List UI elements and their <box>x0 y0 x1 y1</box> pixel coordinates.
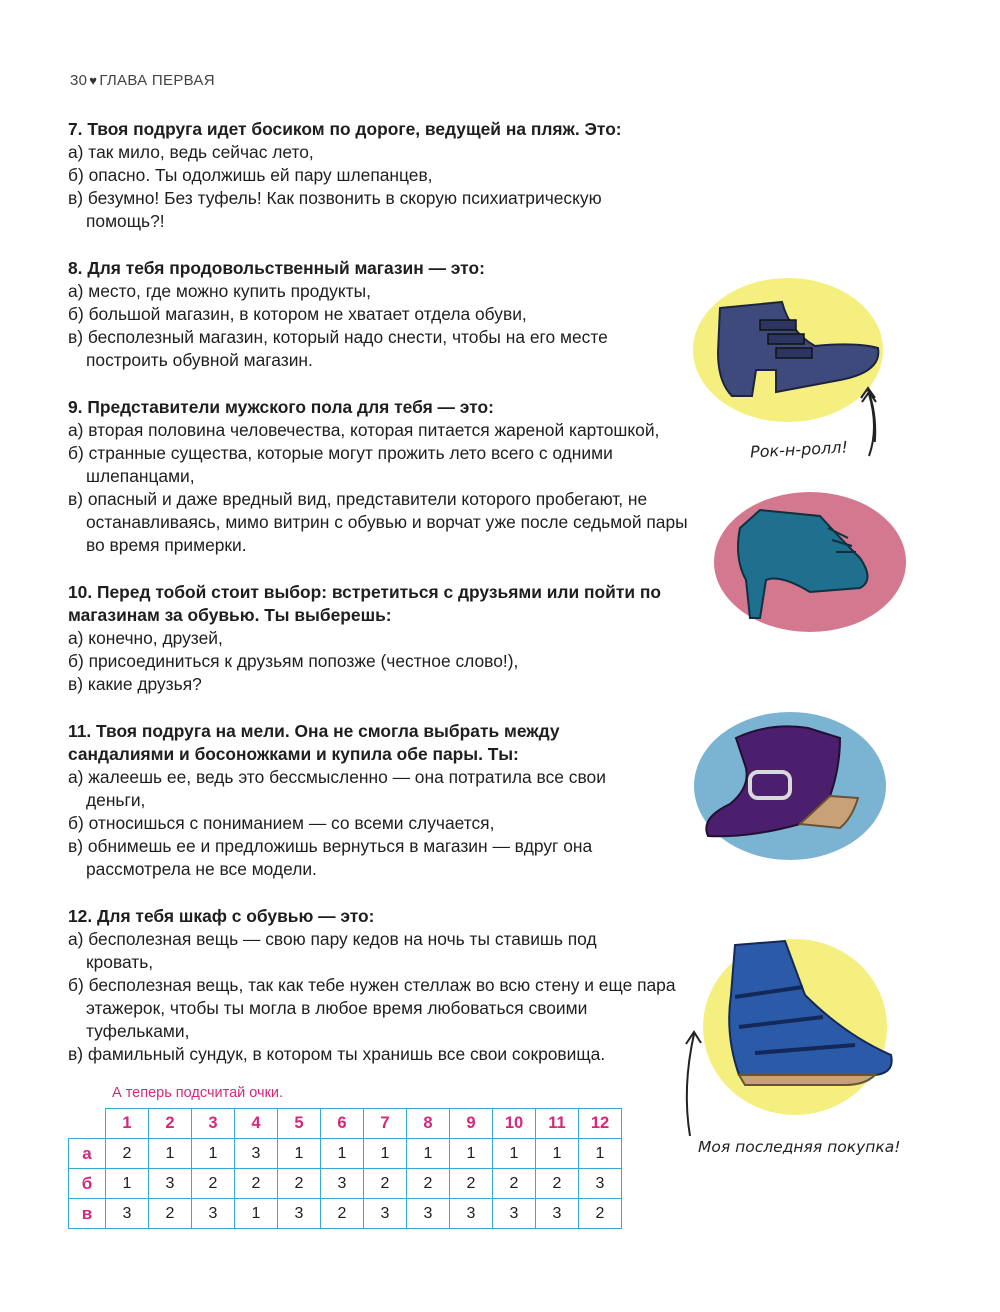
question-7 <box>68 118 708 233</box>
column-header: 7 <box>364 1109 407 1139</box>
answer-a: а) вторая половина человечества, которая питается жареной картошкой, <box>68 420 660 440</box>
table-cell: 3 <box>321 1169 364 1199</box>
question-title: 11. Твоя подруга на мели. Она не смогла выбрать между сандалиями и босоножками и купила обе пары. Ты: <box>68 721 560 764</box>
answer-c: в) бесполезный магазин, который надо снести, чтобы на его месте построить обувной магазин. <box>68 327 608 370</box>
row-header: в <box>69 1199 106 1229</box>
buckle-strap <box>760 320 796 330</box>
table-cell: 2 <box>407 1169 450 1199</box>
table-cell: 3 <box>407 1199 450 1229</box>
table-cell: 1 <box>450 1139 493 1169</box>
column-header: 8 <box>407 1109 450 1139</box>
score-table <box>68 1108 622 1229</box>
question-8 <box>68 257 708 372</box>
answer-a: а) место, где можно купить продукты, <box>68 281 371 301</box>
answer-c: в) какие друзья? <box>68 674 202 694</box>
column-header: 11 <box>536 1109 579 1139</box>
question-title: 9. Представители мужского пола для тебя — это: <box>68 397 494 417</box>
table-cell: 2 <box>450 1169 493 1199</box>
table-cell: 2 <box>106 1139 149 1169</box>
table-cell: 1 <box>192 1139 235 1169</box>
table-cell: 1 <box>536 1139 579 1169</box>
table-cell: 1 <box>106 1169 149 1199</box>
table-row <box>69 1199 622 1229</box>
wedge-sole <box>739 1075 875 1085</box>
table-cell: 2 <box>278 1169 321 1199</box>
row-header: б <box>69 1169 106 1199</box>
table-cell: 3 <box>192 1199 235 1229</box>
answer-b: б) бесполезная вещь, так как тебе нужен стеллаж во всю стену и еще пара этажерок, чтобы ты могла в любое время любоваться своими туфельками, <box>68 975 676 1041</box>
table-cell: 2 <box>149 1199 192 1229</box>
answer-a: а) так мило, ведь сейчас лето, <box>68 142 314 162</box>
column-header: 12 <box>579 1109 622 1139</box>
table-cell: 2 <box>321 1199 364 1229</box>
table-cell: 3 <box>235 1139 278 1169</box>
table-corner <box>69 1109 106 1139</box>
answer-c: в) опасный и даже вредный вид, представители которого пробегают, не останавливаясь, мимо витрин с обувью и ворчат уже после седьмой пары во время примерки. <box>68 489 688 555</box>
table-cell: 1 <box>407 1139 450 1169</box>
answer-b: б) опасно. Ты одолжишь ей пару шлепанцев, <box>68 165 433 185</box>
question-10 <box>68 581 708 696</box>
note-rock-n-roll: Рок-н-ролл! <box>749 437 849 462</box>
answer-b: б) большой магазин, в котором не хватает отдела обуви, <box>68 304 527 324</box>
question-12 <box>68 905 708 1066</box>
column-header: 6 <box>321 1109 364 1139</box>
question-9 <box>68 396 708 557</box>
quiz-questions <box>68 118 708 1090</box>
column-header: 5 <box>278 1109 321 1139</box>
page-number: 30 <box>70 72 88 89</box>
score-caption: А теперь подсчитай очки. <box>112 1085 284 1101</box>
table-cell: 2 <box>579 1199 622 1229</box>
answer-c: в) фамильный сундук, в котором ты хранишь все свои сокровища. <box>68 1044 606 1064</box>
table-cell: 1 <box>579 1139 622 1169</box>
buckle-strap <box>776 348 812 358</box>
column-header: 10 <box>493 1109 536 1139</box>
question-title: 10. Перед тобой стоит выбор: встретиться с друзьями или пойти по магазинам за обувью. Ты выберешь: <box>68 582 661 625</box>
table-cell: 3 <box>493 1199 536 1229</box>
table-header-row <box>69 1109 622 1139</box>
arrow-icon <box>855 388 885 458</box>
table-cell: 2 <box>192 1169 235 1199</box>
table-cell: 2 <box>364 1169 407 1199</box>
buckle-strap <box>768 334 804 344</box>
table-cell: 3 <box>450 1199 493 1229</box>
heeled-bootie-illustration <box>710 488 910 638</box>
answer-b: б) странные существа, которые могут прожить лето всего с одними шлепанцами, <box>68 443 613 486</box>
wedge-sneaker-illustration <box>695 935 905 1120</box>
table-cell: 3 <box>536 1199 579 1229</box>
chapter-title: ГЛАВА ПЕРВАЯ <box>99 72 215 89</box>
table-cell: 3 <box>106 1199 149 1229</box>
table-cell: 1 <box>364 1139 407 1169</box>
table-row <box>69 1169 622 1199</box>
heart-icon: ♥ <box>89 73 98 88</box>
answer-a: а) жалеешь ее, ведь это бессмысленно — она потратила все свои деньги, <box>68 767 606 810</box>
question-title: 8. Для тебя продовольственный магазин — это: <box>68 258 485 278</box>
note-last-purchase: Моя последняя покупка! <box>698 1138 901 1156</box>
column-header: 2 <box>149 1109 192 1139</box>
answer-b: б) присоединиться к друзьям попозже (честное слово!), <box>68 651 519 671</box>
table-cell: 2 <box>493 1169 536 1199</box>
answer-a: а) бесполезная вещь — свою пару кедов на ночь ты ставишь под кровать, <box>68 929 597 972</box>
table-cell: 1 <box>321 1139 364 1169</box>
arrow-icon <box>678 1028 708 1138</box>
answer-a: а) конечно, друзей, <box>68 628 223 648</box>
table-cell: 1 <box>235 1199 278 1229</box>
table-row <box>69 1139 622 1169</box>
table-cell: 3 <box>579 1169 622 1199</box>
table-cell: 2 <box>235 1169 278 1199</box>
question-title: 7. Твоя подруга идет босиком по дороге, ведущей на пляж. Это: <box>68 119 622 139</box>
table-cell: 3 <box>364 1199 407 1229</box>
table-cell: 2 <box>536 1169 579 1199</box>
running-header <box>70 72 215 89</box>
table-cell: 1 <box>493 1139 536 1169</box>
column-header: 4 <box>235 1109 278 1139</box>
column-header: 9 <box>450 1109 493 1139</box>
table-cell: 3 <box>149 1169 192 1199</box>
row-header: а <box>69 1139 106 1169</box>
answer-c: в) безумно! Без туфель! Как позвонить в скорую психиатрическую помощь?! <box>68 188 602 231</box>
question-title: 12. Для тебя шкаф с обувью — это: <box>68 906 375 926</box>
answer-c: в) обнимешь ее и предложишь вернуться в магазин — вдруг она рассмотрела не все модели. <box>68 836 593 879</box>
table-cell: 1 <box>149 1139 192 1169</box>
column-header: 1 <box>106 1109 149 1139</box>
table-cell: 3 <box>278 1199 321 1229</box>
answer-b: б) относишься с пониманием — со всеми случается, <box>68 813 495 833</box>
column-header: 3 <box>192 1109 235 1139</box>
table-cell: 1 <box>278 1139 321 1169</box>
question-11 <box>68 720 708 881</box>
wedge-bootie-illustration <box>690 708 890 868</box>
